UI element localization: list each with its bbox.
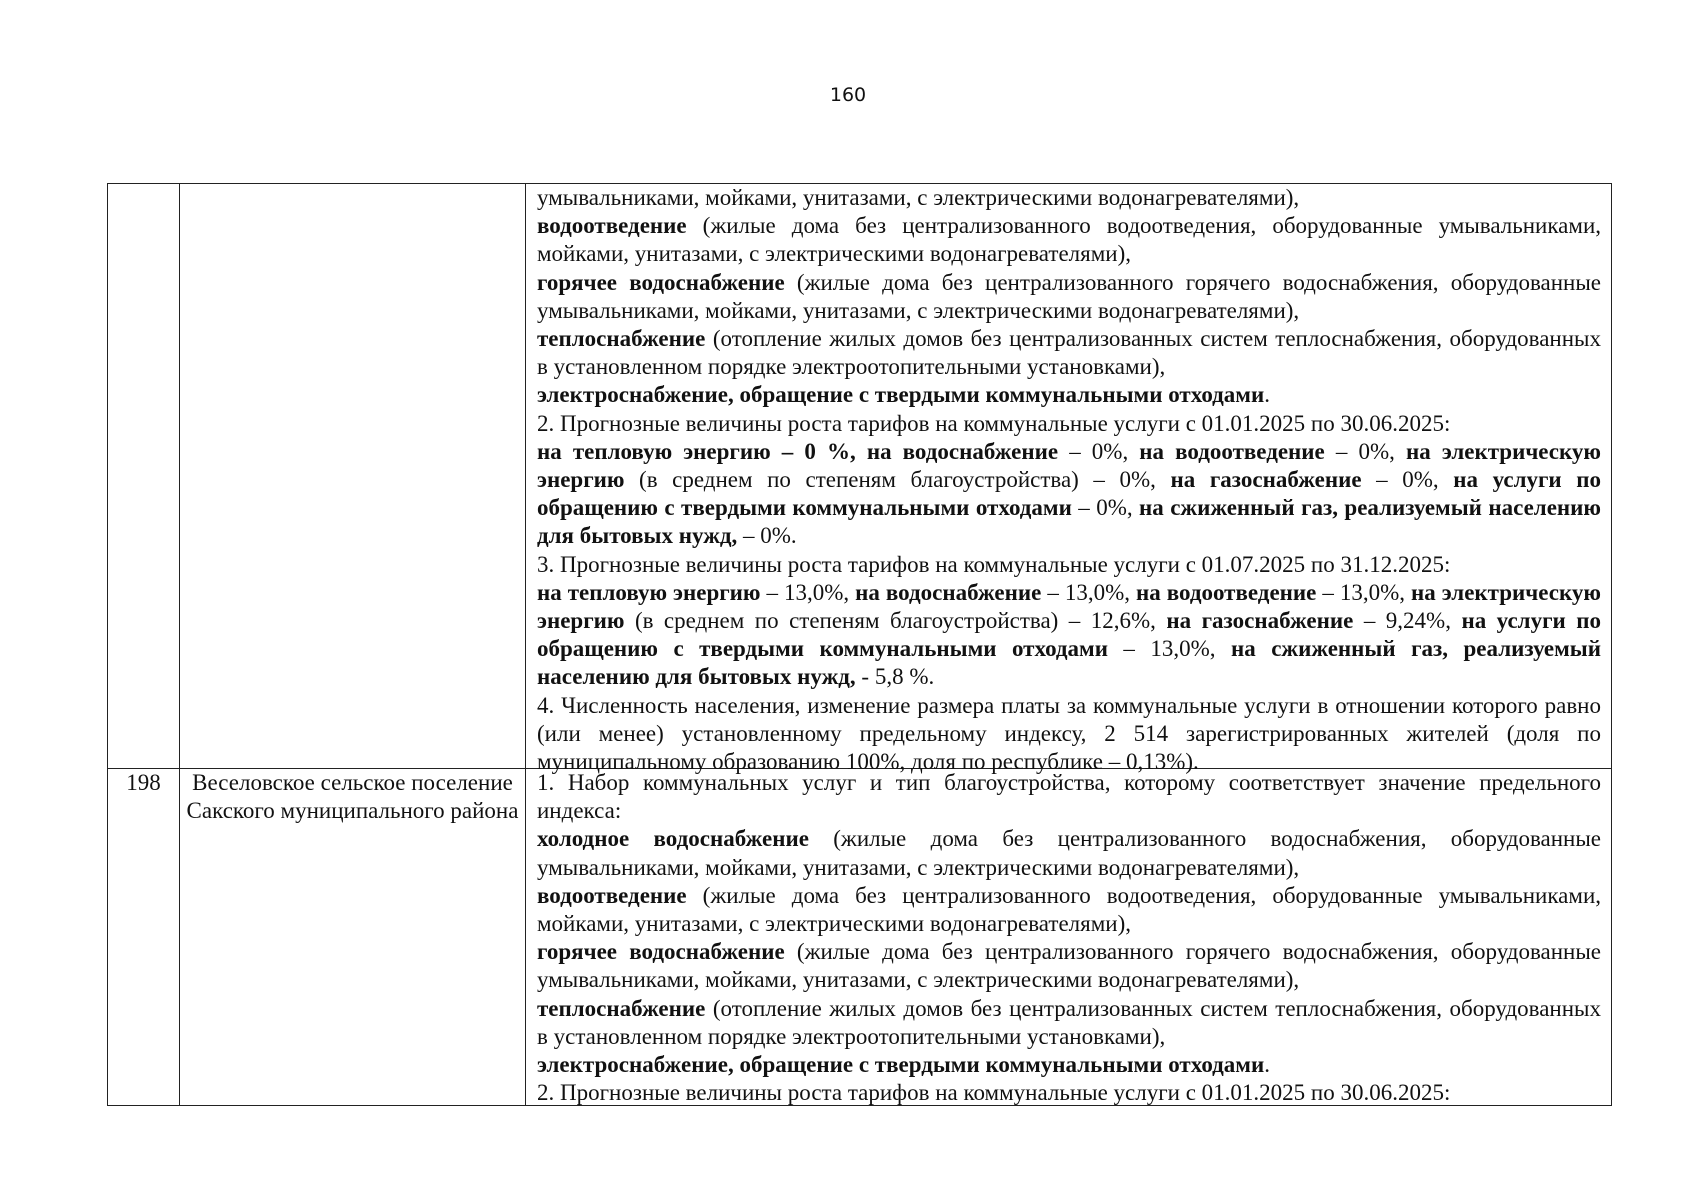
description-cell xyxy=(526,769,1612,1106)
description-paragraph xyxy=(537,212,1601,268)
row-number-cell: 198 xyxy=(108,769,180,1106)
page-number: 160 xyxy=(829,84,867,106)
bold-text-run: на услуги по обращению с твердыми коммунальными отходами xyxy=(537,608,1601,662)
bold-text-run: на водоотведение xyxy=(1136,579,1317,605)
bold-text-run: теплоснабжение xyxy=(537,995,706,1021)
text-run: . xyxy=(1264,382,1270,408)
description-body xyxy=(537,184,1601,775)
text-run: 3. Прогнозные величины роста тарифов на коммунальные услуги с 01.07.2025 по 31.12.2025: xyxy=(537,551,1451,577)
description-body xyxy=(537,769,1601,1105)
row-number-cell xyxy=(108,184,180,769)
bold-text-run: электроснабжение, обращение с твердыми коммунальными отходами xyxy=(537,1052,1265,1078)
bold-text-run: на водоснабжение xyxy=(855,579,1042,605)
municipality-cell: Веселовское сельское поселение Сакского муниципального района xyxy=(180,769,526,1106)
tariff-table xyxy=(107,183,1612,1106)
description-paragraph xyxy=(537,438,1601,551)
text-run: 1. Набор коммунальных услуг и тип благоустройства, которому соответствует значение предельного индекса: xyxy=(537,770,1601,824)
text-run: – 0%, xyxy=(1324,438,1406,464)
bold-text-run: на электрическую энергию xyxy=(537,438,1601,493)
text-run: (жилые дома без централизованного водоснабжения, оборудованные умывальниками, мойками, унитазами, с электрическими водонагревателями), xyxy=(537,826,1601,880)
bold-text-run: на тепловую энергию – 0 %, на водоснабжение xyxy=(537,438,1059,464)
text-run: – 0%, xyxy=(1071,495,1140,521)
text-run: 2. Прогнозные величины роста тарифов на коммунальные услуги с 01.01.2025 по 30.06.2025: xyxy=(537,1080,1451,1106)
description-paragraph xyxy=(537,692,1601,777)
bold-text-run: на услуги по обращению с твердыми коммунальными отходами xyxy=(537,467,1601,521)
description-cell xyxy=(526,184,1612,775)
bold-text-run: горячее водоснабжение xyxy=(537,269,785,295)
description-paragraph xyxy=(537,1079,1601,1107)
bold-text-run: водоотведение xyxy=(537,213,687,239)
bold-text-run: горячее водоснабжение xyxy=(537,939,785,965)
text-run: умывальниками, мойками, унитазами, с электрическими водонагревателями), xyxy=(537,185,1300,210)
table-row xyxy=(108,184,1612,769)
description-paragraph xyxy=(537,269,1601,325)
description-paragraph xyxy=(537,325,1601,381)
description-paragraph xyxy=(537,882,1601,938)
bold-text-run: на сжиженный газ, реализуемый населению для бытовых нужд, xyxy=(537,636,1601,690)
text-run: . xyxy=(1264,1052,1270,1078)
text-run: (отопление жилых домов без централизованных систем теплоснабжения, оборудованных в установленном порядке электроотопительными установками), xyxy=(537,326,1601,380)
bold-text-run: холодное водоснабжение xyxy=(537,826,809,852)
text-run: (жилые дома без централизованного водоотведения, оборудованные умывальниками, мойками, унитазами, с электрическими водонагревателями), xyxy=(537,213,1601,267)
text-run: 2. Прогнозные величины роста тарифов на коммунальные услуги с 01.01.2025 по 30.06.2025: xyxy=(537,410,1451,436)
text-run: – 9,24%, xyxy=(1353,608,1462,634)
bold-text-run: водоотведение xyxy=(537,882,687,908)
text-run: (в среднем по степеням благоустройства) – 0%, xyxy=(624,467,1171,493)
description-paragraph xyxy=(537,381,1601,409)
text-run: (в среднем по степеням благоустройства) – 12,6%, xyxy=(624,608,1167,634)
description-paragraph xyxy=(537,1051,1601,1079)
bold-text-run: на газоснабжение xyxy=(1166,608,1354,634)
text-run: (жилые дома без централизованного водоотведения, оборудованные умывальниками, мойками, унитазами, с электрическими водонагревателями), xyxy=(537,882,1601,937)
description-paragraph xyxy=(537,410,1601,438)
bold-text-run: на газоснабжение xyxy=(1170,467,1362,493)
text-run: – 0%, xyxy=(1361,467,1454,493)
bold-text-run: на сжиженный газ, реализуемый населению для бытовых нужд, xyxy=(537,495,1601,549)
bold-text-run: электроснабжение, обращение с твердыми коммунальными отходами xyxy=(537,382,1265,408)
bold-text-run: на водоотведение xyxy=(1139,438,1325,464)
description-paragraph xyxy=(537,825,1601,881)
bold-text-run: на электрическую энергию xyxy=(537,579,1601,634)
text-run: (отопление жилых домов без централизованных систем теплоснабжения, оборудованных в установленном порядке электроотопительными установками), xyxy=(537,995,1601,1049)
text-run: – 0%. xyxy=(737,523,797,549)
text-run: – 0%, xyxy=(1058,438,1140,464)
text-run: (жилые дома без централизованного горячего водоснабжения, оборудованные умывальниками, мойками, унитазами, с электрическими водонагревателями), xyxy=(537,269,1601,323)
text-run: – 13,0%, xyxy=(1041,579,1136,605)
text-run: – 13,0%, xyxy=(1107,636,1231,662)
table-row xyxy=(108,769,1612,1106)
municipality-cell xyxy=(180,184,526,769)
bold-text-run: теплоснабжение xyxy=(537,326,706,352)
bold-text-run: на тепловую энергию xyxy=(537,579,761,605)
text-run: (жилые дома без централизованного горячего водоснабжения, оборудованные умывальниками, мойками, унитазами, с электрическими водонагревателями), xyxy=(537,939,1601,993)
description-paragraph xyxy=(537,579,1601,692)
text-run: – 13,0%, xyxy=(1316,579,1412,605)
text-run: – 13,0%, xyxy=(760,579,856,605)
text-run: 4. Численность населения, изменение размера платы за коммунальные услуги в отношении которого равно (или менее) установленному предельному индексу, 2 514 зарегистрированных жителей (доля по муниципальному образованию 100%, доля по республике – 0,13%). xyxy=(537,692,1601,775)
description-paragraph xyxy=(537,995,1601,1051)
description-paragraph xyxy=(537,551,1601,579)
description-paragraph xyxy=(537,938,1601,994)
description-paragraph xyxy=(537,184,1601,212)
text-run: - 5,8 %. xyxy=(855,664,935,690)
description-paragraph xyxy=(537,769,1601,825)
